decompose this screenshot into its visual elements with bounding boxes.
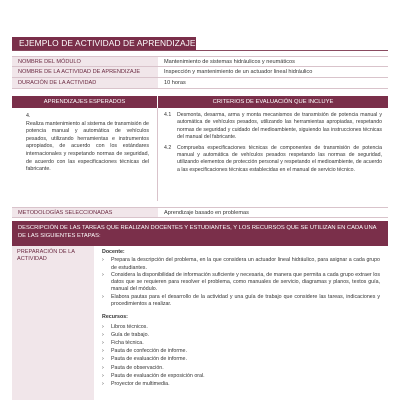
resource-text: Proyector de multimedia. [111, 381, 170, 388]
evaluation-criteria-cell [158, 108, 388, 201]
resource-text: Ficha técnica. [111, 340, 144, 347]
activity-title: EJEMPLO DE ACTIVIDAD DE APRENDIZAJE [12, 37, 196, 50]
criterion-text: Comprueba especificaciones técnicas de componentes de transmisión de potencia manual y automática de vehículos pesados respetando las normas de seguridad, utilizando elementos de protección personal y respetando el medioambiente, de acuerdo a las especificaciones técnicas establecidas en el manual de servicio técnico. [177, 144, 382, 173]
resource-item [102, 347, 380, 355]
teacher-task-text: Considera la disponibilidad de información suficiente y necesaria, de manera que permita a cada grupo extraer los datos que se requieren para resolver el problema, como manuales de servicio, diagramas y planos, textos guía, manual del módulo. [111, 271, 380, 293]
activity-name-row [12, 67, 388, 78]
resource-text: Pauta de evaluación de informe. [111, 356, 187, 363]
teacher-task-item [102, 257, 380, 272]
activity-name-label: NOMBRE DE LA ACTIVIDAD DE APRENDIZAJE [12, 67, 158, 77]
bullet-arrow-icon: › [102, 356, 104, 363]
module-name-label: NOMBRE DEL MÓDULO [12, 57, 158, 66]
criterion-number: 4.1 [164, 112, 172, 118]
tasks-description-header: DESCRIPCIÓN DE LAS TAREAS QUE REALIZAN DOCENTES Y ESTUDIANTES, Y LOS RECURSOS QUE SE UTILIZAN EN CADA UNA DE LAS SIGUIENTES ETAPAS: [12, 221, 388, 246]
resource-text: Libros técnicos. [111, 323, 148, 330]
duration-label: DURACIÓN DE LA ACTIVIDAD [12, 78, 158, 88]
criterion-text: Desmonta, desarma, arma y monta mecanismos de transmisión de potencia manual y automática de vehículos pesados, utilizando las herramientas apropiadas, respetando normas de seguridad y cuidado del medioambiente, siguiendo las instrucciones técnicas del manual del fabricante. [177, 112, 382, 141]
expected-learning-cell [12, 108, 158, 201]
teacher-task-item [102, 272, 380, 294]
resource-text: Pauta de confección de informe. [111, 348, 187, 355]
bullet-arrow-icon: › [102, 372, 104, 379]
criterion-item [164, 112, 382, 142]
criterion-item [164, 145, 382, 175]
resource-item [102, 331, 380, 339]
bullet-arrow-icon: › [102, 323, 104, 330]
preparation-content [94, 246, 388, 400]
methodology-value: Aprendizaje basado en problemas [164, 210, 249, 216]
learning-header-row [12, 96, 388, 108]
duration-row [12, 78, 388, 89]
evaluation-criteria-header: CRITERIOS DE EVALUACIÓN QUE INCLUYE [158, 96, 388, 108]
module-name-row [12, 56, 388, 67]
bullet-arrow-icon: › [102, 257, 104, 264]
bullet-arrow-icon: › [102, 331, 104, 338]
resource-item [102, 372, 380, 380]
resource-item [102, 355, 380, 363]
bullet-arrow-icon: › [102, 271, 104, 278]
teacher-task-text: Prepara la descripción del problema, en la que considera un actuador lineal hidráulico, para asignar a cada grupo de estudiantes. [111, 257, 380, 271]
title-underline [12, 50, 388, 51]
resource-text: Guía de trabajo. [111, 331, 149, 338]
bullet-arrow-icon: › [102, 348, 104, 355]
learning-text: Realiza mantenimiento al sistema de transmisión de potencia manual y automática de vehículos pesados, utilizando herramientas e instrumentos apropiados, de acuerdo con los estándares internacionales y respetando normas de seguridad, de acuerdo con las especificaciones técnicas del fabricante. [26, 120, 149, 173]
resource-item [102, 364, 380, 372]
resource-text: Pauta de observación. [111, 364, 164, 371]
duration-value: 10 horas [164, 80, 186, 86]
learning-number: 4. [26, 113, 31, 119]
criterion-number: 4.2 [164, 144, 172, 151]
resource-item [102, 339, 380, 347]
activity-name-value: Inspección y mantenimiento de un actuador lineal hidráulico [164, 69, 313, 75]
resource-item [102, 380, 380, 388]
teacher-title: Docente: [102, 249, 125, 255]
bullet-arrow-icon: › [102, 340, 104, 347]
resource-item [102, 323, 380, 331]
resource-text: Pauta de evaluación de exposición oral. [111, 372, 205, 379]
methodology-label: METODOLOGÍAS SELECCIONADAS [12, 208, 158, 217]
expected-learning-header: APRENDIZAJES ESPERADOS [12, 96, 158, 108]
methodology-row [12, 207, 388, 218]
bullet-arrow-icon: › [102, 293, 104, 300]
bullet-arrow-icon: › [102, 364, 104, 371]
resources-title: Recursos: [102, 314, 128, 321]
module-name-value: Mantenimiento de sistemas hidráulicos y neumáticos [164, 59, 295, 65]
teacher-task-item [102, 294, 380, 309]
teacher-task-text: Elabora pautas para el desarrollo de la actividad y una guía de trabajo que considere las tareas, indicaciones y procedimientos a realizar. [111, 293, 380, 308]
bullet-arrow-icon: › [102, 381, 104, 388]
preparation-label: PREPARACIÓN DE LA ACTIVIDAD [12, 246, 94, 400]
